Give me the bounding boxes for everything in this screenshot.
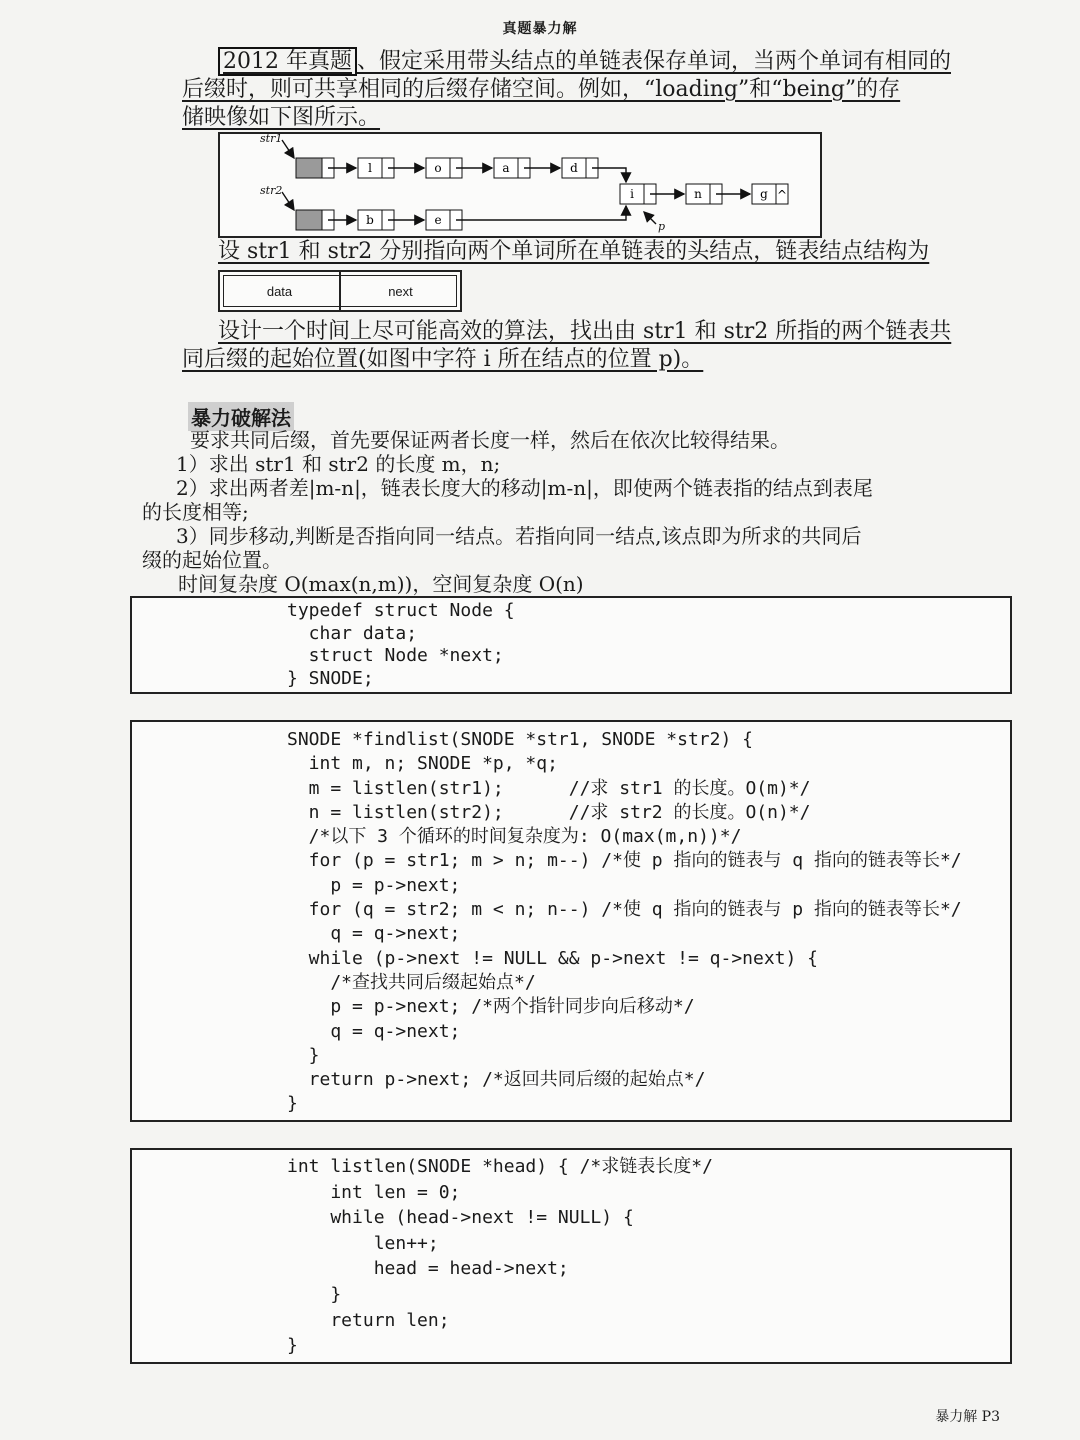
step-2a: 2）求出两者差|m-n|，链表长度大的移动|m-n|，即使两个链表指的结点到表尾 (176, 476, 873, 500)
node-field-data: data (266, 283, 293, 299)
linked-list-diagram (218, 132, 822, 238)
row1-nodes (328, 158, 598, 178)
complexity-text: 时间复杂度 O(max(n,m))，空间复杂度 O(n) (178, 572, 584, 596)
row1-node-1-value: o (434, 161, 442, 175)
node-structure-table (218, 270, 462, 312)
code-box-listlen (130, 1148, 1012, 1364)
shared-node-2 (752, 184, 788, 204)
null-pointer-icon: ^ (776, 188, 788, 202)
code-findlist: SNODE *findlist(SNODE *str1, SNODE *str2) { int m, n; SNODE *p, *q; m = listlen(str1); //求 str1 的长度。O(m)*/ n = listlen(str2); //求 str2 的长度。O(n)*/ /*以下 3 个循环的时间复杂度为: O(max(m,n))*/ for (p = str1; m > n; m--) /*使 p 指向的链表与 q 指向的链表等长*/ p = p->next; for (q = str2; m < n; n--) /*使 q 指向的链表与 p 指向的链表等长*/ q = q->next; while (p->next != NULL && p->next != q->next) { /*查找共同后缀起始点*/ p = p->next; /*两个指针同步向后移动*/ q = q->next; } return p->next; /*返回共同后缀的起始点*/ } (287, 729, 962, 1115)
question-line-1-text: 、假定采用带头结点的单链表保存单词，当两个单词有相同的 (356, 49, 951, 74)
row2-node-0-value: b (366, 213, 374, 227)
str1-label: str1 (260, 134, 283, 145)
step-3b: 缀的起始位置。 (142, 548, 282, 572)
step-1: 1）求出 str1 和 str2 的长度 m，n; (176, 452, 501, 476)
page-footer: 暴力解 P3 (935, 1409, 1000, 1425)
code-struct: typedef struct Node { char data; struct Node *next; } SNODE; (287, 600, 515, 689)
code-box-struct (130, 596, 1012, 694)
str2-label: str2 (260, 184, 283, 197)
p-label: p (658, 220, 666, 233)
code-box-findlist (130, 720, 1012, 1122)
question-line-3: 储映像如下图所示。 (182, 105, 381, 130)
shared-node-1-value: n (694, 187, 702, 201)
linked-list-svg (220, 134, 820, 236)
section-title: 暴力破解法 (188, 402, 294, 431)
node-field-next: next (339, 272, 460, 310)
step-2b: 的长度相等; (142, 500, 249, 524)
row1-node-3-value: d (570, 161, 578, 175)
question-tag: 2012 年真题 (218, 47, 357, 76)
question-line-4: 设 str1 和 str2 分别指向两个单词所在单链表的头结点，链表结点结构为 (218, 239, 930, 264)
question-line-6: 同后缀的起始位置(如图中字符 i 所在结点的位置 p)。 (182, 347, 704, 372)
intro-text: 要求共同后缀，首先要保证两者长度一样，然后在依次比较得结果。 (190, 428, 790, 452)
question-line-2: 后缀时，则可共享相同的后缀存储空间。例如，“loading”和“being”的存 (182, 77, 901, 102)
row1-node-2-value: a (502, 161, 510, 175)
row1-node-0-value: l (368, 161, 372, 175)
step-3a: 3）同步移动,判断是否指向同一结点。若指向同一结点,该点即为所求的共同后 (176, 524, 862, 548)
code-listlen: int listlen(SNODE *head) { /*求链表长度*/ int len = 0; while (head->next != NULL) { len++; head = head->next; } return len; } (287, 1156, 713, 1357)
question-line-5: 设计一个时间上尽可能高效的算法，找出由 str1 和 str2 所指的两个链表共 (218, 319, 952, 344)
shared-node-2-value: g (760, 187, 768, 201)
shared-node-0-value: i (630, 187, 634, 201)
page-header: 真题暴力解 (502, 21, 578, 37)
row2-node-1-value: e (434, 213, 442, 227)
row2-nodes (328, 210, 462, 230)
question-line-1 (218, 48, 951, 76)
